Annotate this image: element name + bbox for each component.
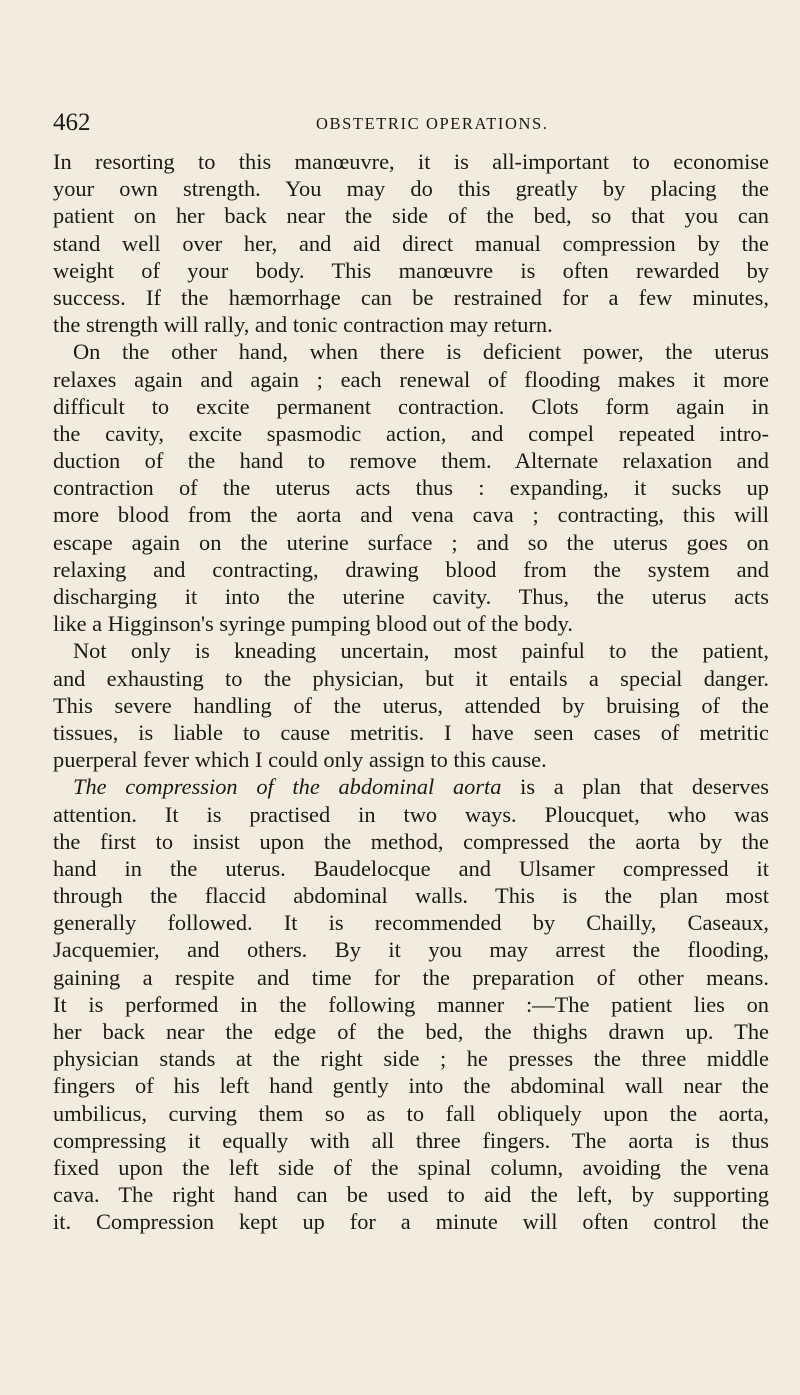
text-line: relaxing and contracting, drawing blood from the system and — [53, 556, 769, 582]
text-line: the cavity, excite spasmodic action, and compel repeated intro- — [53, 420, 769, 446]
text-line: like a Higginson's syringe pumping blood out of the body. — [53, 611, 574, 637]
text-line: the first to insist upon the method, compressed the aorta by the — [53, 828, 769, 854]
text-line: generally followed. It is recommended by Chailly, Caseaux, — [53, 910, 769, 936]
text-line: relaxes again and again ; each renewal of flooding makes it more — [53, 366, 769, 392]
text-line: patient on her back near the side of the bed, so that you can — [53, 203, 769, 229]
text-line: your own strength. You may do this greatly by placing the — [53, 176, 769, 202]
paragraph-start-line — [53, 773, 769, 800]
text-line: attention. It is practised in two ways. Ploucquet, who was — [53, 801, 769, 827]
running-title: OBSTETRIC OPERATIONS. — [316, 114, 549, 133]
body-text — [53, 148, 769, 1236]
text-line: contraction of the uterus acts thus : expanding, it sucks up — [53, 475, 769, 501]
text-line: duction of the hand to remove them. Alternate relaxation and — [53, 448, 769, 474]
running-head — [53, 108, 773, 138]
paragraph-start-line: On the other hand, when there is deficient power, the uterus — [73, 339, 769, 365]
text-line: Jacquemier, and others. By it you may arrest the flooding, — [53, 937, 769, 963]
text-line: weight of your body. This manœuvre is often rewarded by — [53, 257, 769, 283]
text-line: hand in the uterus. Baudelocque and Ulsamer compressed it — [53, 855, 769, 881]
text-line: success. If the hæmorrhage can be restrained for a few minutes, — [53, 284, 769, 310]
text-line: more blood from the aorta and vena cava ; contracting, this will — [53, 502, 769, 528]
text-line: escape again on the uterine surface ; and so the uterus goes on — [53, 529, 769, 555]
text-line: through the flaccid abdominal walls. This is the plan most — [53, 883, 769, 909]
text-line: difficult to excite permanent contraction. Clots form again in — [53, 393, 769, 419]
text-line: This severe handling of the uterus, attended by bruising of the — [53, 692, 769, 718]
text-line: it. Compression kept up for a minute will often control the — [53, 1209, 769, 1235]
page-number: 462 — [53, 109, 91, 136]
text-line: physician stands at the right side ; he presses the three middle — [53, 1046, 769, 1072]
text-line: fingers of his left hand gently into the abdominal wall near the — [53, 1073, 769, 1099]
text-fragment: is a plan that deserves — [501, 774, 769, 800]
text-line: discharging it into the uterine cavity. Thus, the uterus acts — [53, 584, 769, 609]
text-line: and exhausting to the physician, but it entails a special danger. — [53, 665, 769, 691]
paragraph-start-line: Not only is kneading uncertain, most painful to the patient, — [73, 638, 769, 664]
text-line: umbilicus, curving them so as to fall obliquely upon the aorta, — [53, 1100, 769, 1126]
text-line: compressing it equally with all three fingers. The aorta is thus — [53, 1127, 769, 1153]
text-line: cava. The right hand can be used to aid the left, by supporting — [53, 1182, 769, 1208]
text-line: stand well over her, and aid direct manual compression by the — [53, 230, 769, 256]
text-line: gaining a respite and time for the preparation of other means. — [53, 964, 769, 990]
text-line: It is performed in the following manner :—The patient lies on — [53, 991, 769, 1017]
text-line: tissues, is liable to cause metritis. I have seen cases of metritic — [53, 719, 769, 745]
text-line: the strength will rally, and tonic contraction may return. — [53, 312, 553, 338]
text-line: In resorting to this manœuvre, it is all-important to economise — [53, 149, 769, 174]
italic-term: The compression of the abdominal aorta — [73, 774, 502, 800]
text-line: puerperal fever which I could only assign to this cause. — [53, 747, 547, 773]
text-line: fixed upon the left side of the spinal column, avoiding the vena — [53, 1154, 769, 1180]
text-line: her back near the edge of the bed, the thighs drawn up. The — [53, 1019, 769, 1044]
